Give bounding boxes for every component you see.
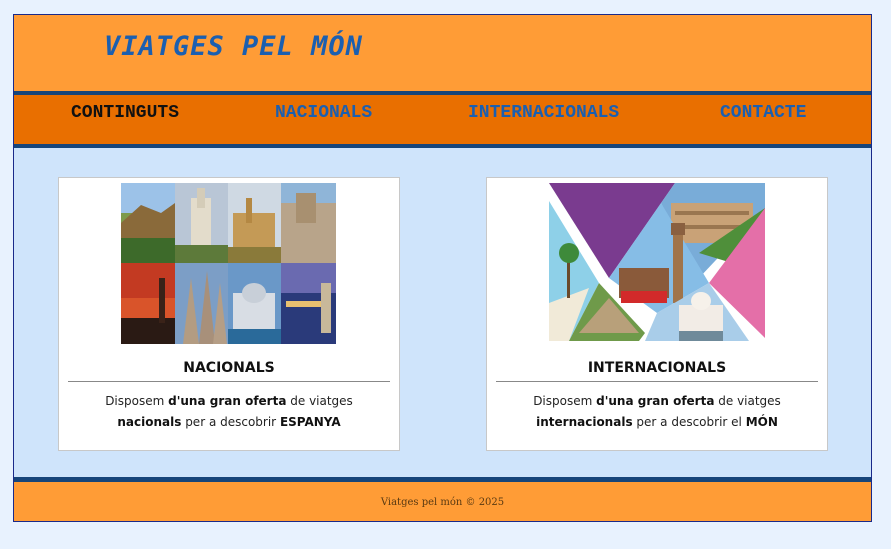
site-title: VIATGES PEL MÓN <box>104 31 363 62</box>
site-header <box>14 15 871 91</box>
nav-link-internacionals[interactable]: INTERNACIONALS <box>468 103 620 123</box>
page-frame <box>13 14 872 522</box>
card-divider <box>496 381 818 382</box>
card-internacionals-title: INTERNACIONALS <box>587 360 727 376</box>
nav-link-contacte[interactable]: CONTACTE <box>720 103 807 123</box>
footer-copyright: Viatges pel món © 2025 <box>380 497 505 508</box>
card-internacionals <box>486 177 828 451</box>
world-collage-image <box>549 183 765 341</box>
card-nacionals <box>58 177 400 451</box>
nav-link-continguts[interactable]: CONTINGUTS <box>71 103 180 123</box>
nav-link-nacionals[interactable]: NACIONALS <box>275 103 373 123</box>
card-nacionals-description: Disposem d'una gran oferta de viatges nacionals per a descobrir ESPANYA <box>105 394 353 429</box>
site-footer <box>14 477 871 522</box>
spain-collage-image <box>121 183 336 344</box>
main-nav <box>14 91 871 148</box>
card-internacionals-description: Disposem d'una gran oferta de viatges internacionals per a descobrir el MÓN <box>533 394 781 429</box>
card-nacionals-title: NACIONALS <box>183 360 275 376</box>
card-divider <box>68 381 390 382</box>
